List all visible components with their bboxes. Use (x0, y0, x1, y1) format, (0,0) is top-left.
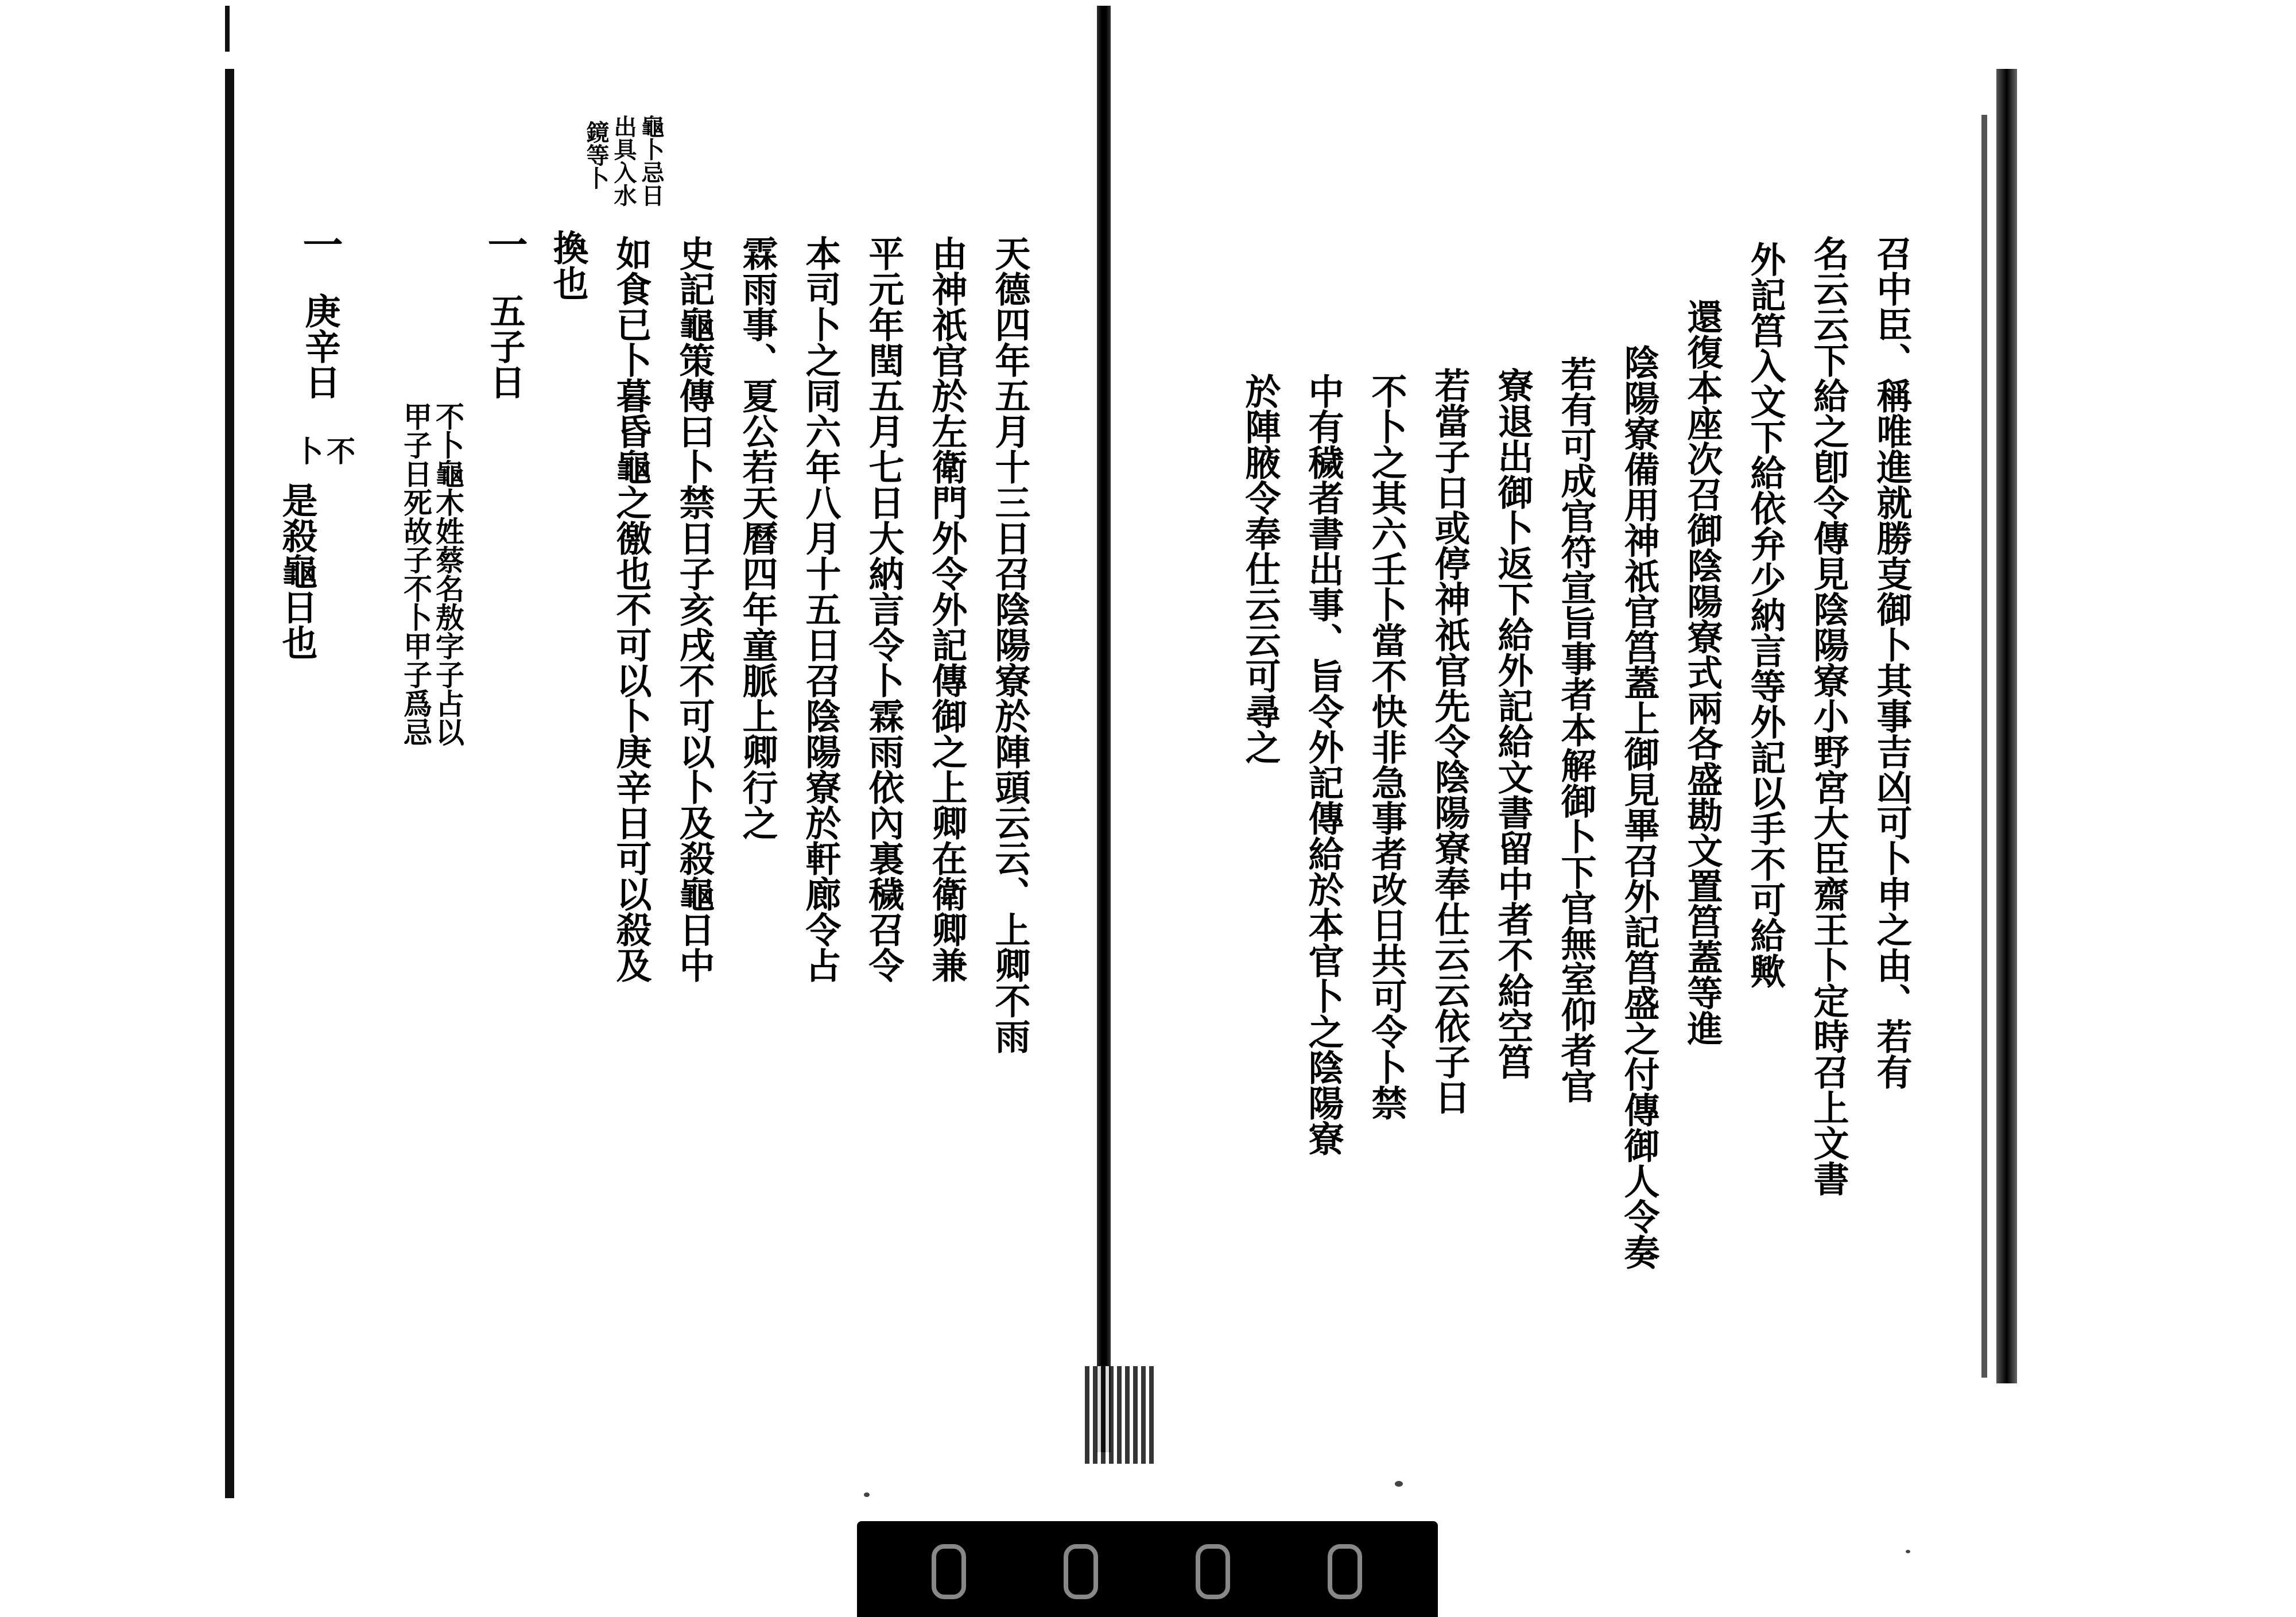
clamp-hole (932, 1544, 966, 1599)
item-1-bullet: 一 (481, 224, 529, 264)
right-column-8: 若當子日或停神祇官先令陰陽寮奉仕云云依子日 (1429, 367, 1471, 1115)
left-column-7: 如食已卜暮昏龜之徼也不可以卜庚辛日可以殺及 (610, 235, 652, 983)
right-column-1: 召中臣、稱唯進就勝㕝御卜其事吉凶可卜申之由、若有 (1871, 235, 1913, 1089)
right-column-2: 名云云下給之卽令傳見陰陽寮小野宮大臣齋王卜定時召上文書 (1808, 235, 1849, 1196)
left-column-8: 換也 (547, 230, 589, 301)
left-page-edge (225, 69, 234, 1498)
right-page-edge (1996, 69, 2017, 1383)
right-column-10: 中有穢者書出事、旨令外記傳給於本官卜之陰陽寮 (1302, 373, 1344, 1156)
right-column-3: 外記筥入文下給依弁少納言等外記以手不可給歟 (1744, 241, 1786, 988)
speck (1395, 1481, 1403, 1487)
right-column-7: 寮退出御卜返下給外記給文書留中者不給空筥 (1492, 367, 1534, 1079)
right-column-4: 還復本座次召御陰陽寮式兩各盛勘文置筥蓋等進 (1681, 298, 1723, 1046)
clamp-hole (1196, 1544, 1230, 1599)
item-1-head: 五子日 (484, 293, 526, 400)
item-2-tail: 是殺龜日也 (276, 482, 318, 660)
clamp-hole (1064, 1544, 1098, 1599)
item-2-bullet: 一 (296, 224, 344, 264)
left-column-2: 由神祇官於左衛門外令外記傳御之上卿在衛卿兼 (926, 235, 968, 983)
book-clamp (857, 1521, 1438, 1617)
speck (1906, 1550, 1910, 1553)
right-page-edge-inner (1981, 115, 1987, 1378)
item-2-head: 庚辛日 (299, 293, 341, 400)
right-column-11: 於陣腋令奉仕云云可尋之 (1239, 373, 1281, 765)
left-column-5: 霖雨事、夏公若天曆四年童脈上卿行之 (736, 235, 778, 840)
left-headnote-line-1: 龜卜忌日 (638, 115, 665, 207)
right-column-5: 陰陽寮備用神祇官筥蓋上御見畢召外記筥盛之付傳御人令奏 (1618, 344, 1660, 1270)
item-1-note-line-1: 不卜龜木姓蔡名敖字子占以 (431, 402, 465, 746)
speck (864, 1492, 870, 1497)
clamp-hole (1328, 1544, 1362, 1599)
item-2-note-line-2: 卜 (290, 436, 324, 465)
left-column-6: 史記龜策傳曰卜禁日子亥戌不可以卜及殺龜日中 (673, 235, 715, 983)
left-headnote-line-2: 出具入水 (610, 115, 637, 207)
right-column-9: 不卜之其六壬卜當不快非急事者改日共可令卜禁 (1366, 373, 1407, 1120)
top-mark (225, 6, 230, 52)
left-column-3: 平元年閏五月七日大納言令卜霖雨依內裏穢召令 (863, 235, 905, 983)
right-column-6: 若有可成官符宣旨事者本解御卜下官無室仰者官 (1555, 356, 1597, 1103)
book-spine (1097, 6, 1111, 1452)
item-1-note-line-2: 甲子日死故子不卜甲子爲忌 (399, 402, 433, 746)
left-column-1: 天德四年五月十三日召陰陽寮於陣頭云云、上卿不雨 (989, 235, 1031, 1054)
left-column-4: 本司卜之同六年八月十五日召陰陽寮於軒廊令占 (800, 235, 841, 983)
spine-shadow (1085, 1366, 1154, 1464)
item-2-note-line-1: 不 (322, 436, 356, 465)
left-headnote-line-3: 鏡等卜 (583, 121, 610, 189)
